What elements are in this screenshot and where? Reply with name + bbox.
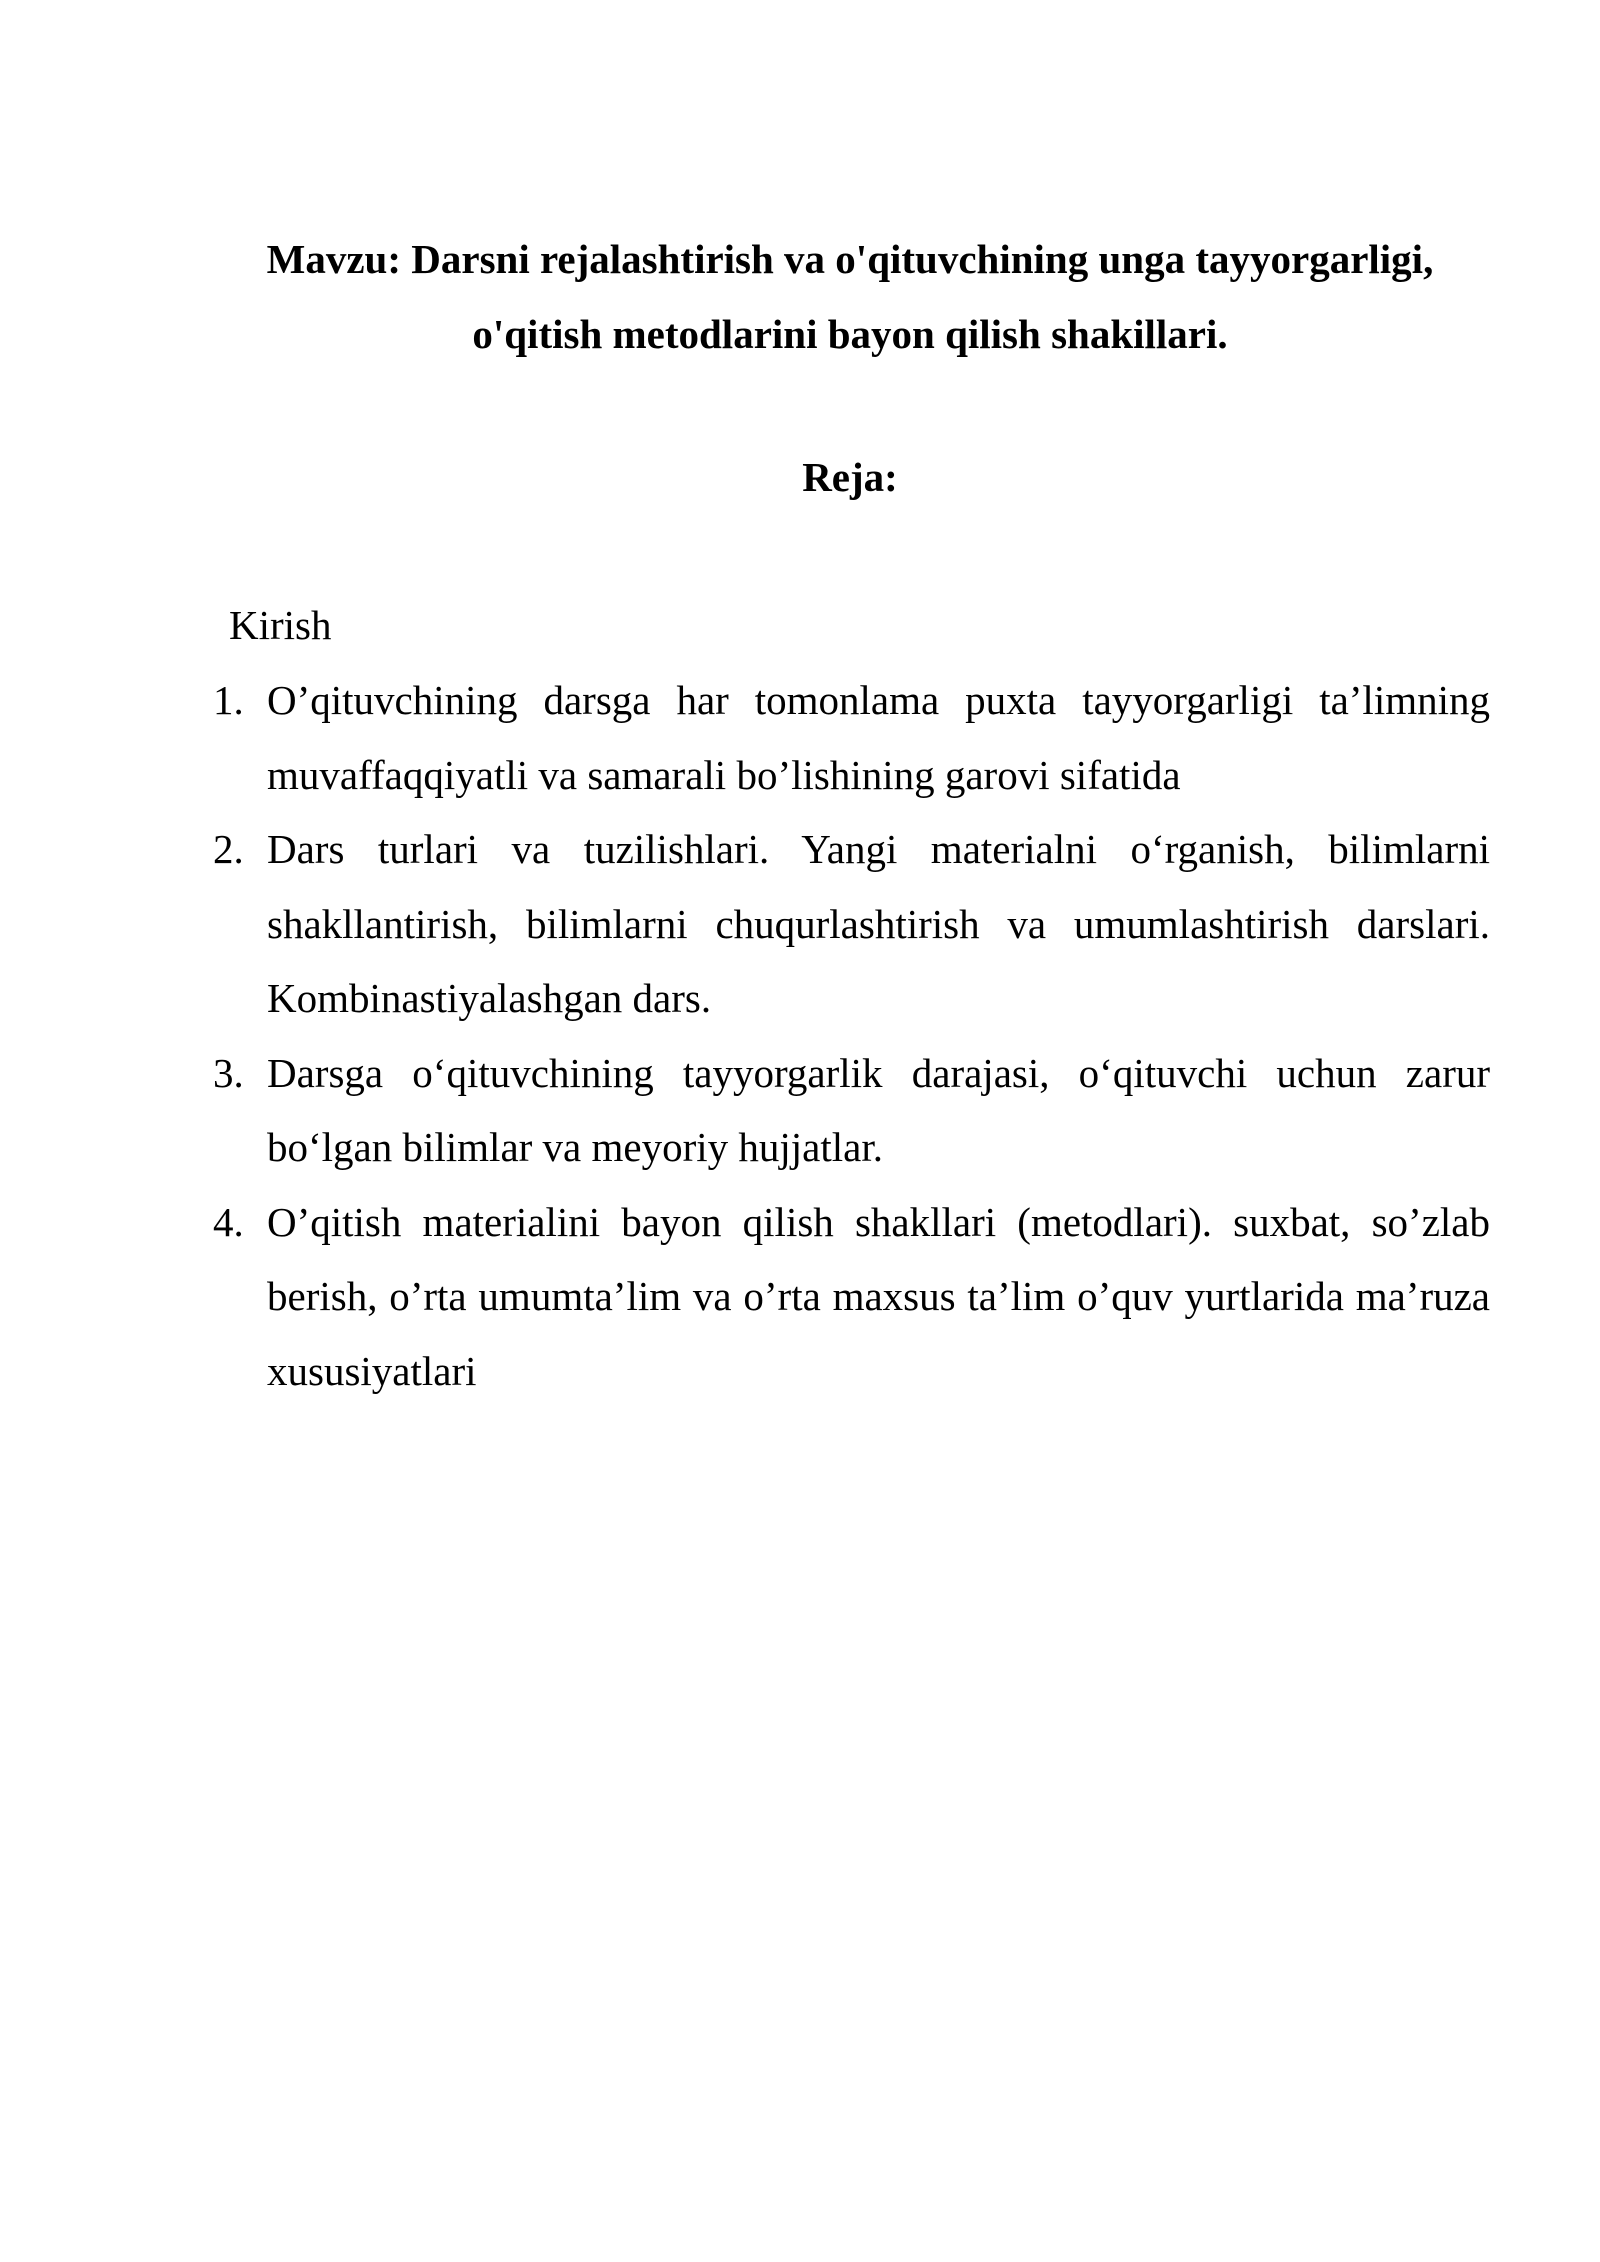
intro-item: Kirish (229, 602, 332, 648)
plan-item-number: 3. (213, 1049, 244, 1096)
plan-item-1 (213, 663, 1490, 812)
plan-item-2 (213, 812, 1490, 1036)
plan-item-text: Darsga o‘qituvchining tayyorgarlik darajasi, o‘qituvchi uchun zarur bo‘lgan bilimlar va meyoriy hujjatlar. (267, 1049, 1490, 1170)
plan-item-text: O’qituvchining darsga har tomonlama puxta tayyorgarligi ta’limning muvaffaqqiyatli va samarali bo’lishining garovi sifatida (267, 677, 1490, 798)
plan-heading: Reja: (802, 454, 898, 500)
plan-item-3 (213, 1036, 1490, 1185)
title-line-2: o'qitish metodlarini bayon qilish shakillari. (472, 311, 1228, 357)
plan-item-number: 1. (213, 677, 244, 723)
plan-item-number: 2. (213, 826, 244, 872)
title-line-1: Mavzu: Darsni rejalashtirish va o'qituvchining unga tayyorgarligi, (266, 236, 1434, 282)
plan-list (213, 663, 1490, 1408)
plan-item-text: O’qitish materialini bayon qilish shakllari (metodlari). suxbat, so’zlab berish, o’rta umumta’lim va o’rta maxsus ta’lim o’quv yurtlarida ma’ruza xususiyatlari (267, 1198, 1490, 1394)
plan-item-number: 4. (213, 1198, 244, 1245)
document-title (200, 222, 1500, 372)
plan-item-4 (213, 1185, 1490, 1409)
plan-item-text: Dars turlari va tuzilishlari. Yangi materialni o‘rganish, bilimlarni shakllantirish, bilimlarni chuqurlashtirish va umumlashtirish darslari. Kombinastiyalashgan dars. (267, 826, 1490, 1021)
